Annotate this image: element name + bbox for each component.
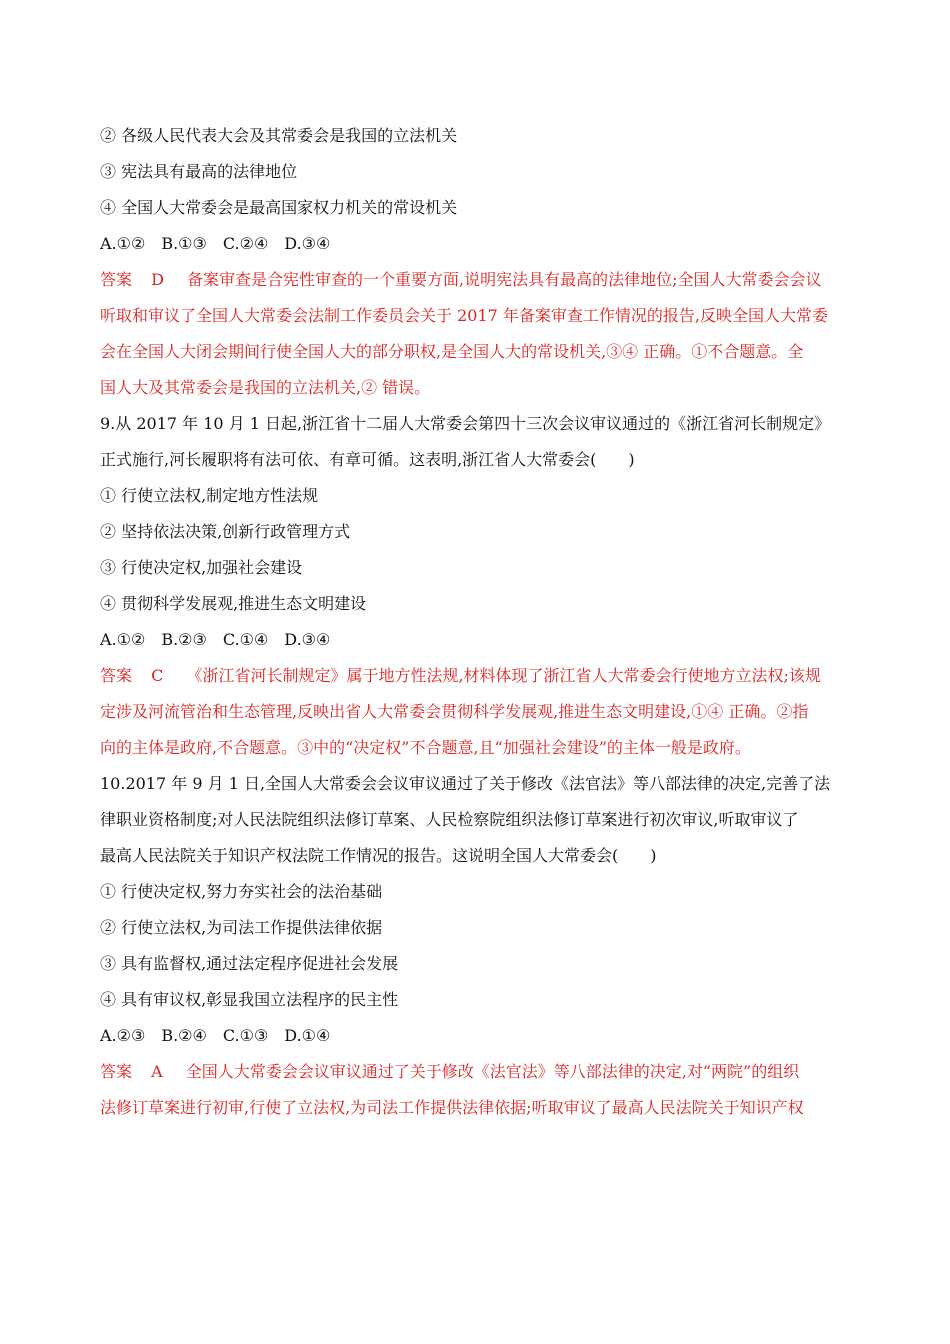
q8-explanation-line: 会在全国人大闭会期间行使全国人大的部分职权,是全国人大的常设机关,③④ 正确。①不合题意。全	[100, 342, 804, 361]
q8-answer-label: 答案	[100, 270, 133, 289]
q9-choices: A.①② B.②③ C.①④ D.③④	[100, 630, 331, 649]
q8-option-4: ④ 全国人大常委会是最高国家权力机关的常设机关	[100, 198, 458, 217]
q10-explanation-line: 法修订草案进行初审,行使了立法权,为司法工作提供法律依据;听取审议了最高人民法院关于知识产权	[100, 1098, 804, 1117]
q8-explanation-line: 听取和审议了全国人大常委会法制工作委员会关于 2017 年备案审查工作情况的报告,反映全国人大常委	[100, 306, 828, 325]
q9-option-2: ② 坚持依法决策,创新行政管理方式	[100, 522, 351, 541]
q8-answer-letter: D	[151, 270, 164, 289]
q10-answer-label: 答案	[100, 1062, 133, 1081]
q10-stem-line: 律职业资格制度;对人民法院组织法修订草案、人民检察院组织法修订草案进行初次审议,听取审议了	[100, 810, 799, 829]
q9-option-3: ③ 行使决定权,加强社会建设	[100, 558, 303, 577]
question-10	[100, 766, 852, 1126]
q8-choices: A.①② B.①③ C.②④ D.③④	[100, 234, 331, 253]
q10-option-1: ① 行使决定权,努力夯实社会的法治基础	[100, 882, 383, 901]
question-9	[100, 406, 852, 766]
q8-option-3: ③ 宪法具有最高的法律地位	[100, 162, 298, 181]
q9-answer	[100, 658, 852, 766]
q9-explanation-line: 定涉及河流管治和生态管理,反映出省人大常委会贯彻科学发展观,推进生态文明建设,①④ 正确。②指	[100, 702, 809, 721]
document-page	[100, 118, 852, 1126]
q8-answer	[100, 262, 852, 406]
q10-choices: A.②③ B.②④ C.①③ D.①④	[100, 1026, 331, 1045]
q8-explanation-line: 国人大及其常委会是我国的立法机关,② 错误。	[100, 378, 431, 397]
q8-explanation-line: 备案审查是合宪性审查的一个重要方面,说明宪法具有最高的法律地位;全国人大常委会会议	[187, 270, 822, 289]
question-8	[100, 118, 852, 406]
q9-stem-line: 正式施行,河长履职将有法可依、有章可循。这表明,浙江省人大常委会( )	[100, 450, 635, 469]
q9-explanation-line: 向的主体是政府,不合题意。③中的“决定权”不合题意,且“加强社会建设”的主体一般是政府。	[100, 738, 751, 757]
q10-stem-line: 最高人民法院关于知识产权法院工作情况的报告。这说明全国人大常委会( )	[100, 846, 657, 865]
q9-option-4: ④ 贯彻科学发展观,推进生态文明建设	[100, 594, 367, 613]
q10-option-2: ② 行使立法权,为司法工作提供法律依据	[100, 918, 383, 937]
q9-answer-letter: C	[151, 666, 164, 685]
q9-answer-label: 答案	[100, 666, 133, 685]
q10-answer-letter: A	[151, 1062, 163, 1081]
q10-option-4: ④ 具有审议权,彰显我国立法程序的民主性	[100, 990, 399, 1009]
q9-explanation-line: 《浙江省河长制规定》属于地方性法规,材料体现了浙江省人大常委会行使地方立法权;该规	[186, 666, 821, 685]
q10-explanation-line: 全国人大常委会会议审议通过了关于修改《法官法》等八部法律的决定,对“两院”的组织	[185, 1062, 800, 1081]
q9-stem-line: 9.从 2017 年 10 月 1 日起,浙江省十二届人大常委会第四十三次会议审议通过的《浙江省河长制规定》	[100, 414, 831, 433]
q9-option-1: ① 行使立法权,制定地方性法规	[100, 486, 319, 505]
q10-stem-line: 10.2017 年 9 月 1 日,全国人大常委会会议审议通过了关于修改《法官法》等八部法律的决定,完善了法	[100, 774, 831, 793]
q8-option-2: ② 各级人民代表大会及其常委会是我国的立法机关	[100, 126, 458, 145]
q10-option-3: ③ 具有监督权,通过法定程序促进社会发展	[100, 954, 399, 973]
q10-answer	[100, 1054, 852, 1126]
